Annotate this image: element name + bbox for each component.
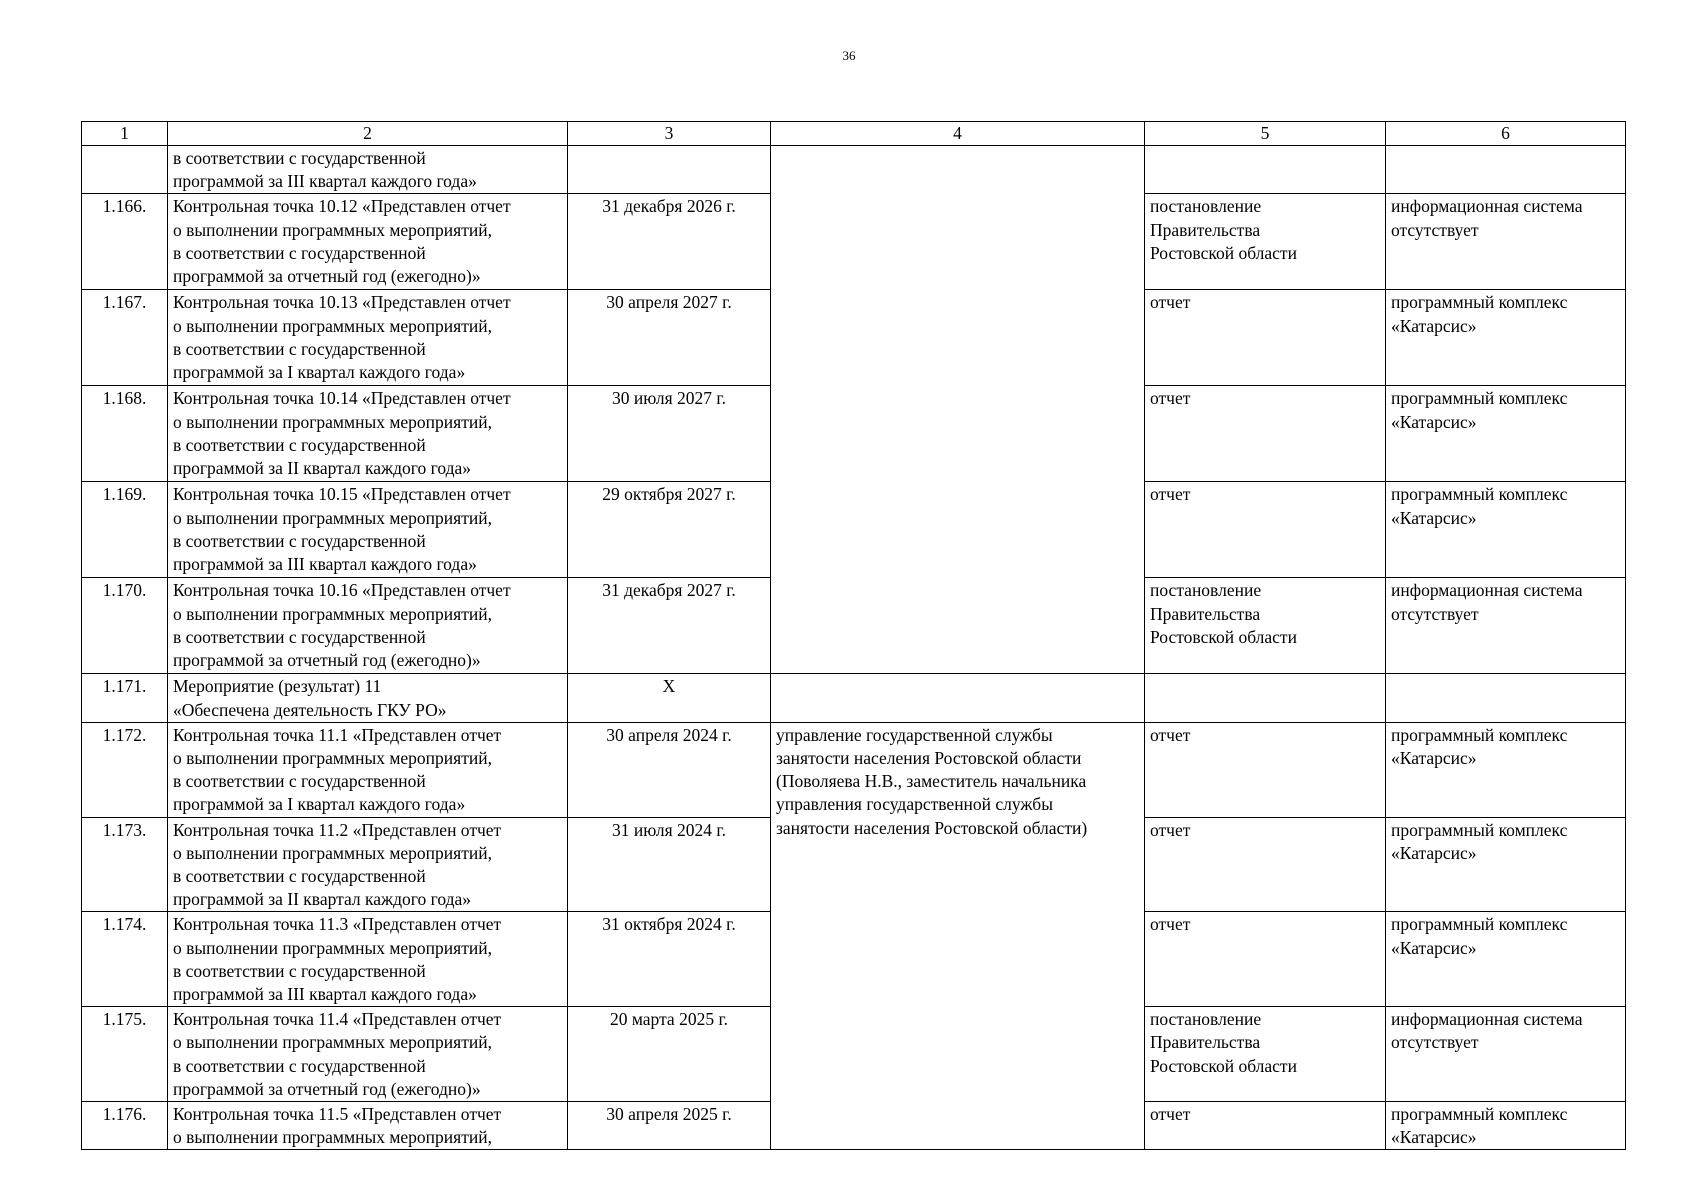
deadline-cell: 30 апреля 2024 г. <box>568 722 771 817</box>
cell-line: в соответствии с государственной <box>173 530 426 551</box>
control-point-name-cell <box>168 817 568 912</box>
cell-line: отсутствует <box>1391 603 1479 624</box>
cell-line: в соответствии с государственной <box>173 771 426 792</box>
row-number-cell: 1.167. <box>82 290 168 386</box>
cell-line: программой за I квартал каждого года» <box>173 362 466 383</box>
deadline-cell: 30 апреля 2025 г. <box>568 1102 771 1150</box>
deadline-cell: 29 октября 2027 г. <box>568 482 771 578</box>
row-number-cell: 1.175. <box>82 1007 168 1102</box>
responsible-cell <box>771 146 1145 674</box>
cell-line: программный комплекс <box>1391 292 1568 313</box>
cell-line: отчет <box>1150 914 1191 935</box>
control-point-name-cell <box>168 290 568 386</box>
deadline-cell: 30 июля 2027 г. <box>568 386 771 482</box>
document-type-cell <box>1145 194 1386 290</box>
cell-line: Контрольная точка 10.14 «Представлен отчет <box>173 388 511 409</box>
deadline-cell: 20 марта 2025 г. <box>568 1007 771 1102</box>
information-system-cell <box>1386 912 1626 1007</box>
deadline-cell: 31 декабря 2027 г. <box>568 578 771 674</box>
cell-line: занятости населения Ростовской области) <box>776 817 1088 838</box>
cell-line: информационная система <box>1391 196 1583 217</box>
document-type-cell <box>1145 146 1386 194</box>
cell-line: «Катарсис» <box>1391 507 1477 528</box>
cell-line: Контрольная точка 11.3 «Представлен отчет <box>173 914 502 935</box>
cell-line: Контрольная точка 10.12 «Представлен отчет <box>173 196 511 217</box>
cell-line: отчет <box>1150 388 1191 409</box>
header-cell: 6 <box>1386 122 1626 146</box>
header-row <box>82 122 1626 146</box>
row-number-cell: 1.176. <box>82 1102 168 1150</box>
information-system-cell <box>1386 146 1626 194</box>
cell-line: Контрольная точка 11.1 «Представлен отчет <box>173 724 502 745</box>
document-type-cell <box>1145 912 1386 1007</box>
control-point-name-cell <box>168 578 568 674</box>
cell-line: о выполнении программных мероприятий, <box>173 1032 492 1053</box>
cell-line: отсутствует <box>1391 1032 1479 1053</box>
cell-line: программой за III квартал каждого года» <box>173 171 477 192</box>
table-row <box>82 146 1626 194</box>
cell-line: Ростовской области <box>1150 1055 1297 1076</box>
cell-line: о выполнении программных мероприятий, <box>173 748 492 769</box>
cell-line: Контрольная точка 11.2 «Представлен отчет <box>173 819 502 840</box>
control-point-name-cell <box>168 146 568 194</box>
cell-line: Контрольная точка 10.15 «Представлен отчет <box>173 484 511 505</box>
cell-line: программой за III квартал каждого года» <box>173 984 477 1005</box>
cell-line: Ростовской области <box>1150 242 1297 263</box>
cell-line: программой за III квартал каждого года» <box>173 554 477 575</box>
cell-line: о выполнении программных мероприятий, <box>173 937 492 958</box>
cell-line: отчет <box>1150 819 1191 840</box>
table-body <box>82 122 1626 1150</box>
cell-line: программой за отчетный год (ежегодно)» <box>173 266 481 287</box>
cell-line: в соответствии с государственной <box>173 148 426 168</box>
information-system-cell <box>1386 578 1626 674</box>
cell-line: программой за I квартал каждого года» <box>173 794 466 815</box>
control-point-name-cell <box>168 722 568 817</box>
deadline-cell: 31 июля 2024 г. <box>568 817 771 912</box>
row-number-cell: 1.168. <box>82 386 168 482</box>
cell-line: Контрольная точка 11.5 «Представлен отчет <box>173 1104 502 1125</box>
deadline-cell: X <box>568 674 771 722</box>
row-number-cell: 1.169. <box>82 482 168 578</box>
information-system-cell <box>1386 1102 1626 1150</box>
cell-line: о выполнении программных мероприятий, <box>173 603 492 624</box>
cell-line: (Поволяева Н.В., заместитель начальника <box>776 771 1087 792</box>
control-point-name-cell <box>168 1007 568 1102</box>
information-system-cell <box>1386 817 1626 912</box>
header-cell: 4 <box>771 122 1145 146</box>
responsible-executor-cell <box>771 722 1145 1150</box>
cell-line: программой за отчетный год (ежегодно)» <box>173 1078 481 1099</box>
deadline-cell: 31 октября 2024 г. <box>568 912 771 1007</box>
row-number-cell: 1.173. <box>82 817 168 912</box>
row-number-cell: 1.174. <box>82 912 168 1007</box>
cell-line: в соответствии с государственной <box>173 626 426 647</box>
cell-line: «Катарсис» <box>1391 1127 1477 1148</box>
cell-line: в соответствии с государственной <box>173 960 426 981</box>
row-number-cell: 1.172. <box>82 722 168 817</box>
document-type-cell <box>1145 482 1386 578</box>
cell-line: «Катарсис» <box>1391 937 1477 958</box>
cell-line: программой за отчетный год (ежегодно)» <box>173 650 481 671</box>
cell-line: Правительства <box>1150 219 1261 240</box>
cell-line: о выполнении программных мероприятий, <box>173 1127 492 1148</box>
control-point-name-cell <box>168 386 568 482</box>
cell-line: управление государственной службы <box>776 724 1053 745</box>
cell-line: в соответствии с государственной <box>173 434 426 455</box>
cell-line: информационная система <box>1391 580 1583 601</box>
row-number-cell <box>82 146 168 194</box>
cell-line: о выполнении программных мероприятий, <box>173 411 492 432</box>
cell-line: постановление <box>1150 1009 1262 1030</box>
header-cell: 2 <box>168 122 568 146</box>
cell-line: программой за II квартал каждого года» <box>173 458 472 479</box>
cell-line: Контрольная точка 11.4 «Представлен отчет <box>173 1009 502 1030</box>
cell-line: отчет <box>1150 1104 1191 1125</box>
cell-line: информационная система <box>1391 1009 1583 1030</box>
table-row <box>82 722 1626 817</box>
cell-line: Правительства <box>1150 603 1261 624</box>
cell-line: «Катарсис» <box>1391 748 1477 769</box>
cell-line: в соответствии с государственной <box>173 1055 426 1076</box>
row-number-cell: 1.170. <box>82 578 168 674</box>
table-row <box>82 674 1626 722</box>
cell-line: программный комплекс <box>1391 914 1568 935</box>
control-point-name-cell <box>168 194 568 290</box>
information-system-cell <box>1386 290 1626 386</box>
cell-line: Контрольная точка 10.16 «Представлен отчет <box>173 580 511 601</box>
cell-line: в соответствии с государственной <box>173 866 426 887</box>
responsible-cell <box>771 674 1145 722</box>
cell-line: отчет <box>1150 484 1191 505</box>
information-system-cell <box>1386 722 1626 817</box>
cell-line: Мероприятие (результат) 11 <box>173 676 382 697</box>
cell-line: программный комплекс <box>1391 819 1568 840</box>
header-cell: 5 <box>1145 122 1386 146</box>
cell-line: о выполнении программных мероприятий, <box>173 507 492 528</box>
cell-line: в соответствии с государственной <box>173 242 426 263</box>
document-type-cell <box>1145 722 1386 817</box>
information-system-cell <box>1386 194 1626 290</box>
cell-line: программой за II квартал каждого года» <box>173 889 472 910</box>
control-point-name-cell <box>168 674 568 722</box>
page-number: 36 <box>842 48 856 63</box>
document-type-cell <box>1145 578 1386 674</box>
deadline-cell <box>568 146 771 194</box>
cell-line: «Катарсис» <box>1391 315 1477 336</box>
cell-line: отчет <box>1150 292 1191 313</box>
cell-line: управления государственной службы <box>776 794 1053 815</box>
cell-line: программный комплекс <box>1391 388 1568 409</box>
cell-line: «Катарсис» <box>1391 842 1477 863</box>
deadline-cell: 31 декабря 2026 г. <box>568 194 771 290</box>
document-type-cell <box>1145 1102 1386 1150</box>
cell-line: о выполнении программных мероприятий, <box>173 315 492 336</box>
cell-line: постановление <box>1150 196 1262 217</box>
header-cell: 3 <box>568 122 771 146</box>
information-system-cell <box>1386 674 1626 722</box>
document-type-cell <box>1145 674 1386 722</box>
cell-line: о выполнении программных мероприятий, <box>173 842 492 863</box>
document-type-cell <box>1145 1007 1386 1102</box>
cell-line: о выполнении программных мероприятий, <box>173 219 492 240</box>
information-system-cell <box>1386 1007 1626 1102</box>
control-point-name-cell <box>168 482 568 578</box>
cell-line: «Катарсис» <box>1391 411 1477 432</box>
deadline-cell: 30 апреля 2027 г. <box>568 290 771 386</box>
cell-line: программный комплекс <box>1391 724 1568 745</box>
information-system-cell <box>1386 386 1626 482</box>
control-points-table <box>81 121 1626 1150</box>
control-point-name-cell <box>168 1102 568 1150</box>
control-point-name-cell <box>168 912 568 1007</box>
header-cell: 1 <box>82 122 168 146</box>
cell-line: Контрольная точка 10.13 «Представлен отчет <box>173 292 511 313</box>
document-type-cell <box>1145 817 1386 912</box>
cell-line: отчет <box>1150 724 1191 745</box>
cell-line: Ростовской области <box>1150 626 1297 647</box>
cell-line: «Обеспечена деятельность ГКУ РО» <box>173 699 447 720</box>
cell-line: отсутствует <box>1391 219 1479 240</box>
document-type-cell <box>1145 386 1386 482</box>
cell-line: программный комплекс <box>1391 1104 1568 1125</box>
row-number-cell: 1.166. <box>82 194 168 290</box>
row-number-cell: 1.171. <box>82 674 168 722</box>
information-system-cell <box>1386 482 1626 578</box>
cell-line: программный комплекс <box>1391 484 1568 505</box>
document-type-cell <box>1145 290 1386 386</box>
cell-line: Правительства <box>1150 1032 1261 1053</box>
cell-line: постановление <box>1150 580 1262 601</box>
cell-line: занятости населения Ростовской области <box>776 748 1082 769</box>
cell-line: в соответствии с государственной <box>173 338 426 359</box>
